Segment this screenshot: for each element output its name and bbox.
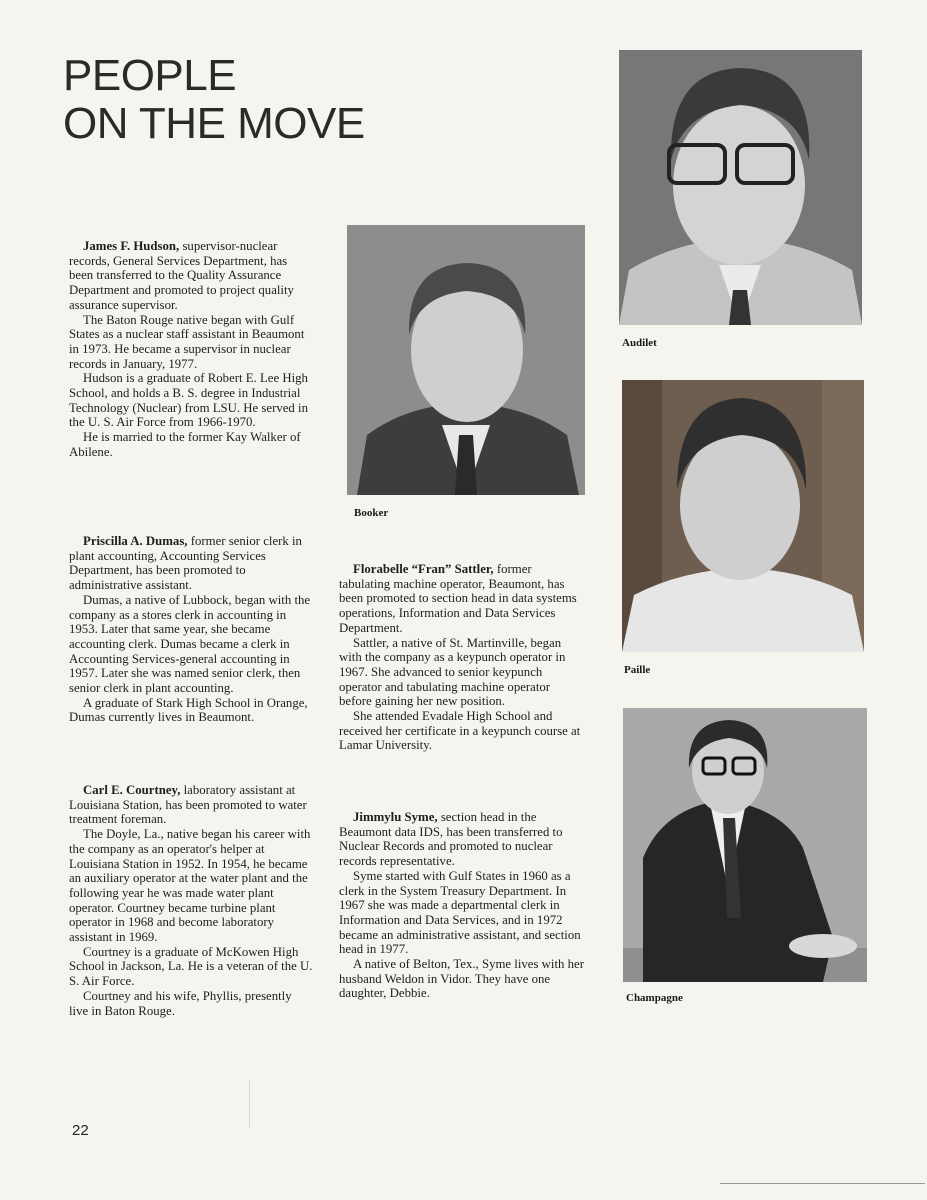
portrait-image xyxy=(623,708,867,982)
paragraph: Courtney is a graduate of McKowen High School in Jackson, La. He is a veteran of the U. S. Air Force. xyxy=(69,944,313,989)
left-column-2 xyxy=(69,534,314,725)
portrait-image xyxy=(347,225,585,495)
photo-audilet xyxy=(619,50,862,325)
person-name: Florabelle “Fran” Sattler, xyxy=(353,562,494,576)
person-name: James F. Hudson, xyxy=(83,239,180,253)
page-title xyxy=(63,52,365,148)
paragraph: He is married to the former Kay Walker of Abilene. xyxy=(69,430,301,459)
article-hudson xyxy=(69,239,314,460)
left-column-3 xyxy=(69,783,314,1018)
photo-paille xyxy=(622,380,864,652)
photo-booker xyxy=(347,225,585,495)
paragraph: Syme started with Gulf States in 1960 as a clerk in the System Treasury Department. In 1967 she was made a departmental clerk in Information and Data Services, and in 1972 became an administrative assistant, and section head in 1977. xyxy=(339,868,581,957)
paragraph: former tabulating machine operator, Beaumont, has been promoted to section head in data systems operations, Information and Data Services Department. xyxy=(339,562,577,635)
article-sattler xyxy=(339,562,584,753)
paragraph: former senior clerk in plant accounting, Accounting Services Department, has been promoted to administrative assistant. xyxy=(69,534,302,593)
photo-caption-paille: Paille xyxy=(624,664,651,676)
middle-column-2 xyxy=(339,810,584,1001)
photo-caption-audilet: Audilet xyxy=(622,337,657,349)
photo-champagne xyxy=(623,708,867,982)
middle-column xyxy=(339,562,584,753)
paragraph: Hudson is a graduate of Robert E. Lee High School, and holds a B. S. degree in Industrial Technology (Nuclear) from LSU. He served in the U. S. Air Force from 1966-1970. xyxy=(69,371,308,430)
paragraph: A graduate of Stark High School in Orange, Dumas currently lives in Beaumont. xyxy=(69,695,308,725)
paragraph: section head in the Beaumont data IDS, has been transferred to Nuclear Records and promoted to nuclear records representative. xyxy=(339,810,563,869)
title-line-1: PEOPLE xyxy=(63,51,237,100)
left-column xyxy=(69,239,314,460)
paragraph: Sattler, a native of St. Martinville, began with the company as a keypunch operator in 1967. She advanced to senior keypunch operator and tabulating machine operator before gaining her new position. xyxy=(339,635,566,709)
article-syme xyxy=(339,810,584,1001)
paragraph: Courtney and his wife, Phyllis, presently live in Baton Rouge. xyxy=(69,988,292,1018)
article-courtney xyxy=(69,783,314,1018)
footer-rule xyxy=(720,1183,925,1184)
paragraph: Dumas, a native of Lubbock, began with the company as a stores clerk in accounting in 1953. Later that same year, she became accounting clerk. Dumas became a clerk in Accounting Services-general accounting in 1957. Later she was named senior clerk, then senior clerk in plant accounting. xyxy=(69,592,311,696)
paragraph: A native of Belton, Tex., Syme lives with her husband Weldon in Vidor. They have one daughter, Debbie. xyxy=(339,957,584,1001)
paragraph: The Doyle, La., native began his career with the company as an operator's helper at Louisiana Station in 1952. In 1954, he became an auxiliary operator at the water plant and the following year he was made water plant operator. Courtney became turbine plant operator in 1968 and become laboratory assistant in 1969. xyxy=(69,827,311,945)
photo-caption-champagne: Champagne xyxy=(626,992,683,1004)
page-number: 22 xyxy=(72,1122,89,1139)
person-name: Carl E. Courtney, xyxy=(83,783,181,797)
paragraph: supervisor-nuclear records, General Services Department, has been transferred to the Quality Assurance Department and promoted to project quality assurance supervisor. xyxy=(69,239,294,312)
photo-caption-booker: Booker xyxy=(354,507,389,519)
portrait-image xyxy=(619,50,862,325)
paragraph: The Baton Rouge native began with Gulf States as a nuclear staff assistant in Beaumont in 1973. He became a supervisor in nuclear records in January, 1977. xyxy=(69,312,305,371)
paragraph: laboratory assistant at Louisiana Station, has been promoted to water treatment foreman. xyxy=(69,783,307,827)
title-line-2: ON THE MOVE xyxy=(63,99,365,148)
portrait-image xyxy=(622,380,864,652)
person-name: Jimmylu Syme, xyxy=(353,810,438,824)
paragraph: She attended Evadale High School and received her certificate in a keypunch course at Lamar University. xyxy=(339,709,581,753)
article-dumas xyxy=(69,534,314,725)
page-fold-mark xyxy=(249,1080,250,1128)
person-name: Priscilla A. Dumas, xyxy=(83,534,188,548)
